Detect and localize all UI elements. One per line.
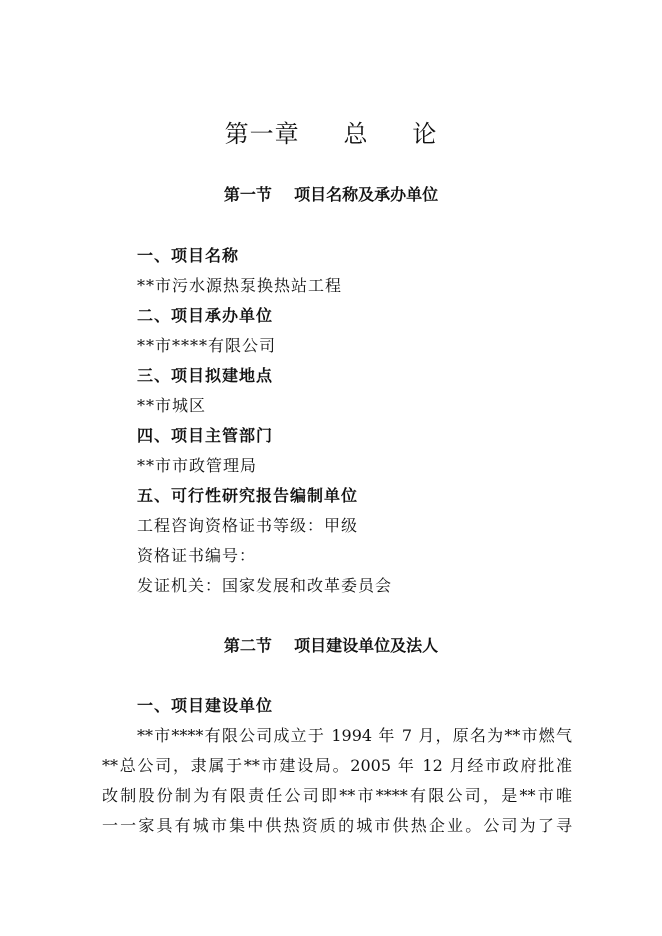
text-competent-department: **市市政管理局 bbox=[137, 456, 258, 475]
text-project-location: **市城区 bbox=[137, 396, 207, 415]
chapter-title: 第一章 总 论 bbox=[224, 120, 438, 148]
section-title-1: 第一节 项目名称及承办单位 bbox=[223, 185, 439, 204]
heading-competent-department: 四、项目主管部门 bbox=[137, 426, 274, 445]
heading-construction-unit: 一、项目建设单位 bbox=[137, 696, 274, 715]
heading-report-preparer: 五、可行性研究报告编制单位 bbox=[137, 486, 359, 505]
section-title-2: 第二节 项目建设单位及法人 bbox=[223, 636, 439, 655]
heading-project-location: 三、项目拟建地点 bbox=[137, 366, 274, 385]
paragraph-line-2: **总公司，隶属于**市建设局。2005 年 12 月经市政府批准 bbox=[102, 756, 572, 775]
heading-project-name: 一、项目名称 bbox=[137, 246, 240, 265]
text-issuing-authority: 发证机关：国家发展和改革委员会 bbox=[137, 576, 393, 595]
paragraph-line-4: 一一家具有城市集中供热资质的城市供热企业。公司为了寻 bbox=[102, 816, 572, 835]
paragraph-line-3: 改制股份制为有限责任公司即**市****有限公司，是**市唯 bbox=[102, 786, 572, 805]
heading-undertaking-unit: 二、项目承办单位 bbox=[137, 306, 274, 325]
text-certificate-grade: 工程咨询资格证书等级：甲级 bbox=[137, 516, 359, 535]
text-undertaking-unit: **市****有限公司 bbox=[137, 336, 277, 355]
paragraph-line-1: **市****有限公司成立于 1994 年 7 月，原名为**市燃气 bbox=[137, 726, 572, 745]
text-certificate-number: 资格证书编号： bbox=[137, 546, 257, 565]
text-project-name: **市污水源热泵换热站工程 bbox=[137, 276, 343, 295]
